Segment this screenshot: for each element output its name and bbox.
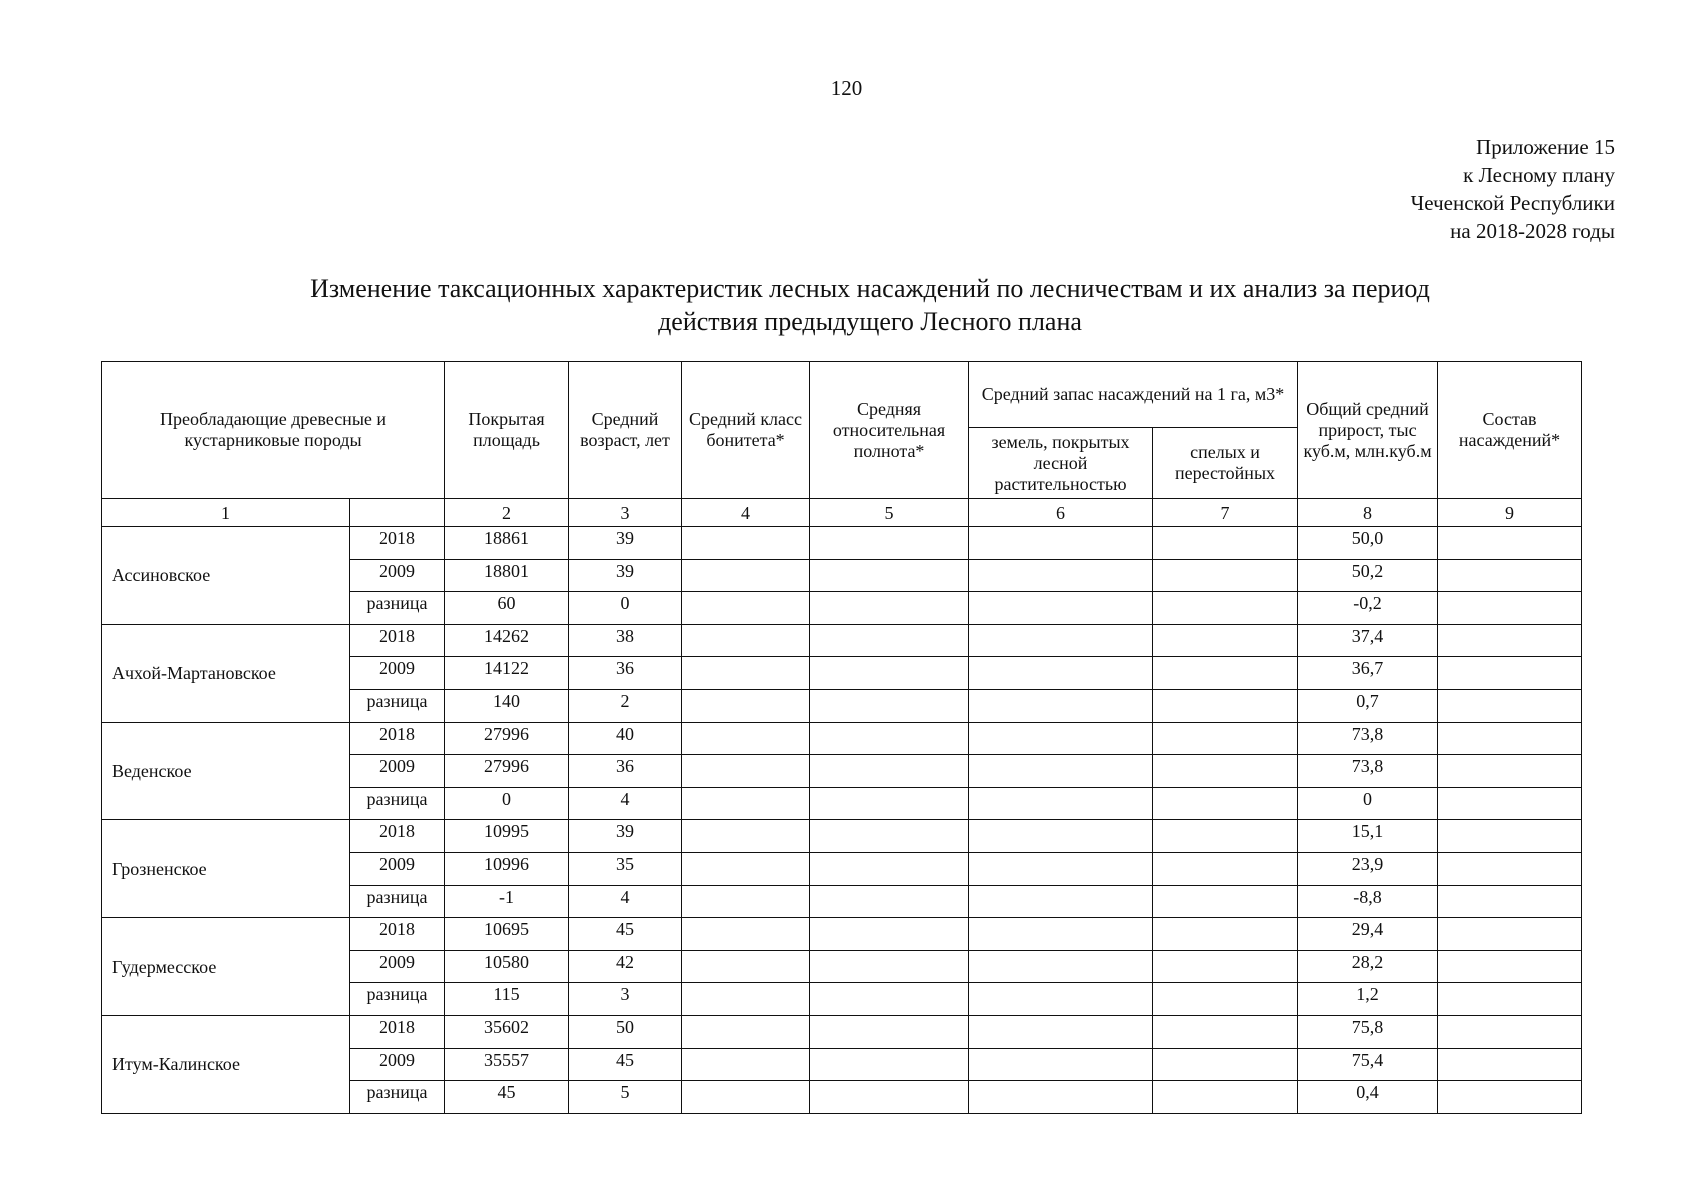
cell-growth: 37,4 (1298, 624, 1438, 657)
cell-bonitet (682, 1048, 810, 1081)
appendix-line: Чеченской Республики (1410, 191, 1615, 215)
cell-area: 35602 (445, 1015, 569, 1048)
cell-stock-mature (1153, 950, 1298, 983)
column-number: 3 (569, 499, 682, 527)
cell-stock-mature (1153, 592, 1298, 625)
cell-composition (1438, 624, 1582, 657)
cell-composition (1438, 918, 1582, 951)
cell-stock-covered (969, 820, 1153, 853)
cell-growth: 73,8 (1298, 722, 1438, 755)
row-label: 2009 (350, 755, 445, 788)
cell-growth: 50,0 (1298, 527, 1438, 560)
header-stock-covered: земель, покрытых лесной растительностью (969, 428, 1153, 499)
cell-stock-covered (969, 755, 1153, 788)
cell-stock-covered (969, 1081, 1153, 1114)
cell-stock-mature (1153, 787, 1298, 820)
cell-area: -1 (445, 885, 569, 918)
cell-growth: 1,2 (1298, 983, 1438, 1016)
cell-density (810, 722, 969, 755)
cell-density (810, 787, 969, 820)
cell-stock-mature (1153, 755, 1298, 788)
cell-bonitet (682, 755, 810, 788)
cell-age: 4 (569, 885, 682, 918)
cell-growth: 0 (1298, 787, 1438, 820)
cell-area: 10996 (445, 852, 569, 885)
cell-composition (1438, 885, 1582, 918)
appendix-line: на 2018-2028 годы (1450, 219, 1615, 243)
cell-stock-covered (969, 852, 1153, 885)
cell-stock-covered (969, 1048, 1153, 1081)
row-label: разница (350, 1081, 445, 1114)
cell-stock-covered (969, 787, 1153, 820)
cell-growth: 36,7 (1298, 657, 1438, 690)
cell-age: 39 (569, 820, 682, 853)
cell-stock-mature (1153, 1081, 1298, 1114)
cell-growth: 23,9 (1298, 852, 1438, 885)
cell-stock-mature (1153, 689, 1298, 722)
title-line: действия предыдущего Лесного плана (658, 307, 1082, 336)
cell-growth: 28,2 (1298, 950, 1438, 983)
cell-density (810, 1081, 969, 1114)
row-label: 2018 (350, 918, 445, 951)
cell-bonitet (682, 983, 810, 1016)
row-label: 2018 (350, 527, 445, 560)
header-density: Средняя относительная полнота* (810, 362, 969, 499)
cell-composition (1438, 1081, 1582, 1114)
cell-bonitet (682, 820, 810, 853)
cell-area: 18801 (445, 559, 569, 592)
cell-density (810, 820, 969, 853)
cell-composition (1438, 689, 1582, 722)
cell-density (810, 1048, 969, 1081)
cell-stock-covered (969, 885, 1153, 918)
cell-bonitet (682, 592, 810, 625)
cell-age: 5 (569, 1081, 682, 1114)
cell-stock-mature (1153, 852, 1298, 885)
column-number: 5 (810, 499, 969, 527)
cell-density (810, 592, 969, 625)
cell-density (810, 624, 969, 657)
cell-age: 3 (569, 983, 682, 1016)
cell-composition (1438, 1015, 1582, 1048)
cell-stock-mature (1153, 885, 1298, 918)
cell-stock-covered (969, 983, 1153, 1016)
forestry-name: Ачхой-Мартановское (102, 624, 350, 722)
forestry-name: Гудермесское (102, 918, 350, 1016)
cell-composition (1438, 820, 1582, 853)
cell-density (810, 885, 969, 918)
row-label: разница (350, 689, 445, 722)
row-label: 2009 (350, 1048, 445, 1081)
cell-density (810, 950, 969, 983)
page-number: 120 (830, 76, 863, 100)
header-growth: Общий средний прирост, тыс куб.м, млн.куб.м (1298, 362, 1438, 499)
cell-age: 39 (569, 559, 682, 592)
cell-stock-mature (1153, 983, 1298, 1016)
cell-stock-mature (1153, 657, 1298, 690)
cell-stock-covered (969, 624, 1153, 657)
cell-stock-covered (969, 1015, 1153, 1048)
cell-area: 10695 (445, 918, 569, 951)
document-title (140, 272, 1600, 338)
forestry-name: Грозненское (102, 820, 350, 918)
cell-area: 14122 (445, 657, 569, 690)
cell-growth: -8,8 (1298, 885, 1438, 918)
cell-age: 36 (569, 755, 682, 788)
cell-age: 45 (569, 1048, 682, 1081)
cell-stock-covered (969, 950, 1153, 983)
cell-stock-covered (969, 657, 1153, 690)
cell-bonitet (682, 950, 810, 983)
cell-growth: 29,4 (1298, 918, 1438, 951)
column-number: 8 (1298, 499, 1438, 527)
cell-stock-mature (1153, 918, 1298, 951)
cell-age: 39 (569, 527, 682, 560)
cell-age: 35 (569, 852, 682, 885)
cell-stock-mature (1153, 820, 1298, 853)
cell-age: 40 (569, 722, 682, 755)
row-label: 2018 (350, 1015, 445, 1048)
cell-area: 18861 (445, 527, 569, 560)
cell-growth: 0,7 (1298, 689, 1438, 722)
cell-area: 27996 (445, 755, 569, 788)
cell-growth: 15,1 (1298, 820, 1438, 853)
cell-stock-covered (969, 527, 1153, 560)
cell-density (810, 983, 969, 1016)
table-row (102, 918, 1582, 951)
table-row (102, 1015, 1582, 1048)
cell-growth: 50,2 (1298, 559, 1438, 592)
cell-stock-mature (1153, 1048, 1298, 1081)
cell-composition (1438, 787, 1582, 820)
cell-growth: -0,2 (1298, 592, 1438, 625)
title-line: Изменение таксационных характеристик лесных насаждений по лесничествам и их анализ за период (310, 274, 1430, 303)
cell-bonitet (682, 918, 810, 951)
cell-composition (1438, 852, 1582, 885)
cell-age: 38 (569, 624, 682, 657)
column-number: 4 (682, 499, 810, 527)
forestry-name: Ассиновское (102, 527, 350, 625)
cell-stock-mature (1153, 527, 1298, 560)
cell-composition (1438, 1048, 1582, 1081)
row-label: 2018 (350, 624, 445, 657)
cell-bonitet (682, 787, 810, 820)
table-row (102, 624, 1582, 657)
cell-area: 45 (445, 1081, 569, 1114)
cell-bonitet (682, 624, 810, 657)
cell-composition (1438, 755, 1582, 788)
cell-area: 14262 (445, 624, 569, 657)
cell-stock-covered (969, 689, 1153, 722)
cell-area: 60 (445, 592, 569, 625)
cell-area: 10995 (445, 820, 569, 853)
cell-bonitet (682, 1015, 810, 1048)
cell-density (810, 689, 969, 722)
header-age: Средний возраст, лет (569, 362, 682, 499)
cell-age: 4 (569, 787, 682, 820)
cell-bonitet (682, 689, 810, 722)
cell-stock-covered (969, 918, 1153, 951)
row-label: 2018 (350, 722, 445, 755)
column-number: 1 (102, 499, 350, 527)
cell-density (810, 527, 969, 560)
forest-characteristics-table (101, 361, 1582, 1114)
cell-bonitet (682, 559, 810, 592)
cell-composition (1438, 722, 1582, 755)
row-label: 2009 (350, 950, 445, 983)
row-label: разница (350, 787, 445, 820)
cell-age: 45 (569, 918, 682, 951)
appendix-note (1411, 133, 1615, 245)
cell-stock-mature (1153, 624, 1298, 657)
column-number: 9 (1438, 499, 1582, 527)
cell-area: 10580 (445, 950, 569, 983)
cell-density (810, 657, 969, 690)
cell-stock-mature (1153, 1015, 1298, 1048)
column-number (350, 499, 445, 527)
cell-growth: 75,4 (1298, 1048, 1438, 1081)
header-species: Преобладающие древесные и кустарниковые породы (102, 362, 445, 499)
cell-composition (1438, 527, 1582, 560)
cell-stock-covered (969, 592, 1153, 625)
cell-area: 140 (445, 689, 569, 722)
appendix-line: к Лесному плану (1463, 163, 1615, 187)
header-area: Покрытая площадь (445, 362, 569, 499)
cell-growth: 75,8 (1298, 1015, 1438, 1048)
column-number: 7 (1153, 499, 1298, 527)
cell-density (810, 852, 969, 885)
cell-bonitet (682, 852, 810, 885)
cell-growth: 0,4 (1298, 1081, 1438, 1114)
cell-composition (1438, 950, 1582, 983)
cell-stock-mature (1153, 559, 1298, 592)
row-label: 2009 (350, 657, 445, 690)
forestry-name: Итум-Калинское (102, 1015, 350, 1113)
cell-age: 2 (569, 689, 682, 722)
column-number: 6 (969, 499, 1153, 527)
cell-area: 0 (445, 787, 569, 820)
cell-age: 36 (569, 657, 682, 690)
table-body (102, 527, 1582, 1114)
header-bonitet: Средний класс бонитета* (682, 362, 810, 499)
cell-stock-covered (969, 722, 1153, 755)
table-row (102, 527, 1582, 560)
row-label: разница (350, 885, 445, 918)
cell-density (810, 918, 969, 951)
cell-stock-mature (1153, 722, 1298, 755)
header-stock-mature: спелых и перестойных (1153, 428, 1298, 499)
column-number-row (102, 499, 1582, 527)
row-label: 2009 (350, 852, 445, 885)
cell-bonitet (682, 527, 810, 560)
cell-bonitet (682, 1081, 810, 1114)
cell-bonitet (682, 657, 810, 690)
cell-area: 27996 (445, 722, 569, 755)
cell-area: 115 (445, 983, 569, 1016)
cell-composition (1438, 657, 1582, 690)
cell-bonitet (682, 722, 810, 755)
cell-density (810, 1015, 969, 1048)
cell-composition (1438, 559, 1582, 592)
header-stock-group: Средний запас насаждений на 1 га, м3* (969, 362, 1298, 428)
cell-growth: 73,8 (1298, 755, 1438, 788)
table-row (102, 820, 1582, 853)
row-label: разница (350, 592, 445, 625)
cell-density (810, 755, 969, 788)
forestry-name: Веденское (102, 722, 350, 820)
row-label: 2009 (350, 559, 445, 592)
cell-density (810, 559, 969, 592)
header-composition: Состав насаждений* (1438, 362, 1582, 499)
cell-age: 50 (569, 1015, 682, 1048)
cell-age: 0 (569, 592, 682, 625)
cell-composition (1438, 983, 1582, 1016)
cell-stock-covered (969, 559, 1153, 592)
row-label: разница (350, 983, 445, 1016)
cell-bonitet (682, 885, 810, 918)
row-label: 2018 (350, 820, 445, 853)
appendix-line: Приложение 15 (1476, 135, 1615, 159)
column-number: 2 (445, 499, 569, 527)
cell-composition (1438, 592, 1582, 625)
cell-age: 42 (569, 950, 682, 983)
table-row (102, 722, 1582, 755)
cell-area: 35557 (445, 1048, 569, 1081)
